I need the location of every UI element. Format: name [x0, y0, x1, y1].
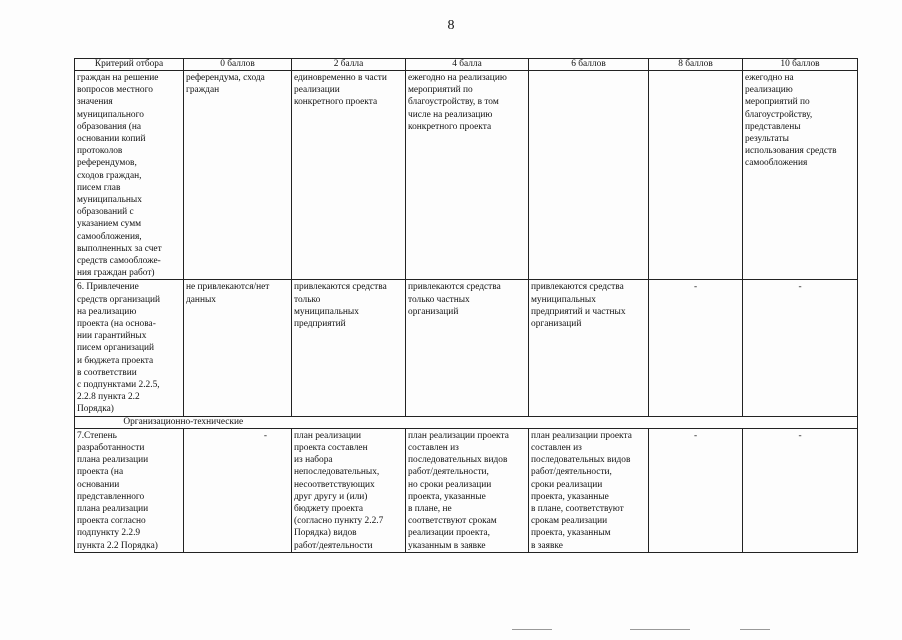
header-2-points: 2 балла — [292, 59, 406, 71]
score-8-cell — [649, 71, 743, 280]
score-2-cell: единовременно в части реализации конкретного проекта — [292, 71, 406, 280]
score-0-cell: - — [184, 428, 292, 552]
section-row — [75, 416, 858, 428]
score-10-cell: - — [743, 280, 858, 416]
score-4-cell: привлекаются средства только частных организаций — [406, 280, 529, 416]
score-8-cell: - — [649, 280, 743, 416]
page-number: 8 — [447, 18, 455, 33]
score-10-cell: ежегодно на реализацию мероприятий по благоустройству, представлены результаты использования средств самообложения — [743, 71, 858, 280]
criterion-cell: 7.Степень разработанности плана реализации проекта (на основании представленного плана реализации проекта согласно подпункту 2.2.9 пункта 2.2 Порядка) — [75, 428, 184, 552]
table-row — [75, 428, 858, 552]
section-spacer — [292, 416, 858, 428]
score-4-cell: план реализации проекта составлен из последовательных видов работ/деятельности, но сроки реализации проекта, указанные в плане, не соответствуют срокам реализации проекта, указанным в заявке — [406, 428, 529, 552]
score-8-cell: - — [649, 428, 743, 552]
table-row — [75, 280, 858, 416]
table-row — [75, 71, 858, 280]
criteria-table — [74, 58, 858, 553]
header-criterion: Критерий отбора — [75, 59, 184, 71]
section-label: Организационно-технические — [75, 416, 292, 428]
score-6-cell: план реализации проекта составлен из последовательных видов работ/деятельности, сроки реализации проекта, указанные в плане, соответствуют срокам реализации проекта, указанным в заявке — [529, 428, 649, 552]
criterion-cell: 6. Привлечение средств организаций на реализацию проекта (на основа- нии гарантийных писем организаций и бюджета проекта в соответствии с подпунктами 2.2.5, 2.2.8 пункта 2.2 Порядка) — [75, 280, 184, 416]
score-6-cell — [529, 71, 649, 280]
scan-artifact — [740, 629, 770, 630]
header-6-points: 6 баллов — [529, 59, 649, 71]
score-0-cell: не привлекаются/нет данных — [184, 280, 292, 416]
criterion-cell: граждан на решение вопросов местного значения муниципального образования (на основании копий протоколов референдумов, сходов граждан, писем глав муниципальных образований с указанием сумм самообложения, выполненных за счет средств самообложе- ния граждан работ) — [75, 71, 184, 280]
table-header-row — [75, 59, 858, 71]
score-6-cell: привлекаются средства муниципальных предприятий и частных организаций — [529, 280, 649, 416]
header-4-points: 4 балла — [406, 59, 529, 71]
scan-artifact — [630, 629, 690, 630]
score-0-cell: референдума, схода граждан — [184, 71, 292, 280]
header-10-points: 10 баллов — [743, 59, 858, 71]
score-4-cell: ежегодно на реализацию мероприятий по благоустройству, в том числе на реализацию конкретного проекта — [406, 71, 529, 280]
scan-artifact — [512, 629, 552, 630]
score-10-cell: - — [743, 428, 858, 552]
score-2-cell: привлекаются средства только муниципальных предприятий — [292, 280, 406, 416]
header-0-points: 0 баллов — [184, 59, 292, 71]
score-2-cell: план реализации проекта составлен из набора непоследовательных, несоответствующих друг другу и (или) бюджету проекта (согласно пункту 2.2.7 Порядка) видов работ/деятельности — [292, 428, 406, 552]
header-8-points: 8 баллов — [649, 59, 743, 71]
